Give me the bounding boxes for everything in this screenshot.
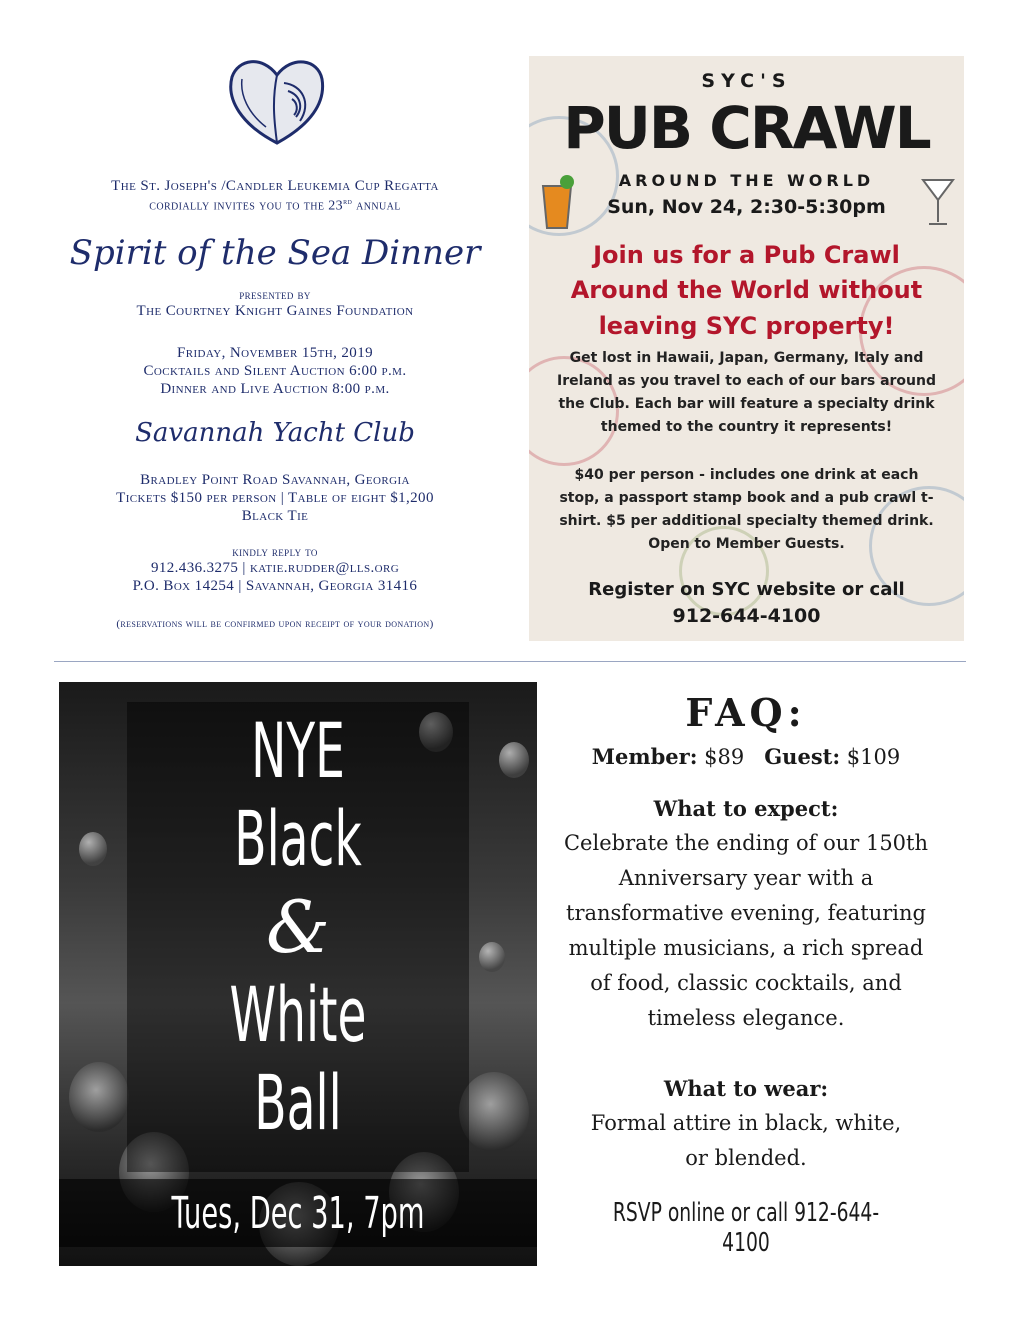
nye-title-line-3: & [265, 885, 331, 969]
pub-date: Sun, Nov 24, 2:30-5:30pm [607, 196, 886, 218]
invites-sup: rd [343, 197, 353, 206]
guest-label: Guest: [764, 744, 841, 769]
nye-title-line-5: Ball [254, 1058, 342, 1147]
crowd-figure [69, 1062, 129, 1132]
pub-body-4: themed to the country it represents! [600, 419, 893, 435]
wear-line-2: or blended. [685, 1146, 807, 1170]
reply-contact: 912.436.3275 | katie.rudder@lls.org [150, 560, 400, 576]
dinner-invitation [60, 55, 490, 645]
pub-body-3: the Club. Each bar will feature a specialty drink [558, 396, 935, 412]
pub-body-2: Ireland as you travel to each of our bars around [556, 373, 936, 389]
pub-price-2: stop, a passport stamp book and a pub crawl t- [559, 490, 934, 506]
section-divider [54, 661, 966, 662]
foundation-name: The Courtney Knight Gaines Foundation [136, 303, 414, 319]
member-label: Member: [591, 744, 698, 769]
event-date: Friday, November 15th, 2019 [177, 345, 373, 361]
pub-body-1: Get lost in Hawaii, Japan, Germany, Italy and [569, 350, 924, 366]
member-price: $89 [697, 745, 745, 769]
rsvp-line: RSVP online or call 912-644-4100 [612, 1198, 880, 1258]
guest-price: $109 [840, 745, 901, 769]
nye-date: Tues, Dec 31, 7pm [171, 1188, 425, 1239]
nye-title-line-4: White [229, 970, 367, 1059]
attire: Black Tie [241, 508, 309, 524]
expect-line-4: multiple musicians, a rich spread [568, 936, 924, 960]
nye-title-line-2: Black [234, 794, 362, 883]
pub-headline-3: leaving SYC property! [598, 312, 895, 340]
presented-by: presented by [239, 287, 311, 302]
reservation-note: (reservations will be confirmed upon receipt of your donation) [116, 618, 434, 630]
venue-script: Savannah Yacht Club [135, 418, 415, 448]
nye-ball-poster [59, 682, 537, 1266]
dinner-time: Dinner and Live Auction 8:00 p.m. [160, 381, 390, 397]
faq-prices [540, 744, 952, 769]
expect-line-2: Anniversary year with a [618, 866, 874, 890]
reply-label: kindly reply to [232, 544, 318, 559]
oyster-heart-icon [222, 55, 332, 150]
pub-price-4: Open to Member Guests. [648, 536, 845, 552]
pub-subtitle: AROUND THE WORLD [618, 171, 875, 190]
wear-label: What to wear: [663, 1076, 829, 1101]
cocktails-time: Cocktails and Silent Auction 6:00 p.m. [143, 363, 407, 379]
pub-price-3: shirt. $5 per additional specialty themed drink. [559, 513, 934, 529]
invites-suffix: annual [352, 198, 401, 214]
wear-line-1: Formal attire in black, white, [590, 1111, 902, 1135]
pub-kicker: SYC'S [701, 70, 792, 92]
ticket-prices: Tickets $150 per person | Table of eight $1,200 [116, 490, 434, 506]
invites-line [60, 197, 490, 215]
venue-address: Bradley Point Road Savannah, Georgia [140, 472, 410, 488]
regatta-line: The St. Joseph's /Candler Leukemia Cup Regatta [111, 178, 439, 194]
balloon-shape [79, 832, 107, 866]
nye-title-line-1: NYE [251, 706, 345, 795]
faq-title: FAQ: [685, 690, 807, 735]
pub-price-1: $40 per person - includes one drink at each [574, 467, 919, 483]
expect-line-6: timeless elegance. [647, 1006, 845, 1030]
balloon-shape [499, 742, 529, 778]
event-name-script: Spirit of the Sea Dinner [69, 233, 481, 273]
pub-register-1: Register on SYC website or call [588, 579, 905, 600]
expect-line-5: of food, classic cocktails, and [590, 971, 902, 995]
pub-crawl-flyer [529, 56, 964, 641]
pub-headline-1: Join us for a Pub Crawl [593, 241, 900, 269]
expect-line-1: Celebrate the ending of our 150th [563, 831, 929, 855]
pub-register-phone: 912-644-4100 [672, 605, 821, 627]
invites-prefix: cordially invites you to the 23 [149, 198, 344, 214]
pub-title: PUB CRAWL [563, 94, 930, 162]
po-box: P.O. Box 14254 | Savannah, Georgia 31416 [132, 578, 418, 594]
expect-label: What to expect: [653, 796, 839, 821]
pub-headline-2: Around the World without [570, 276, 923, 304]
crowd-figure [459, 1072, 529, 1152]
expect-line-3: transformative evening, featuring [566, 901, 926, 925]
